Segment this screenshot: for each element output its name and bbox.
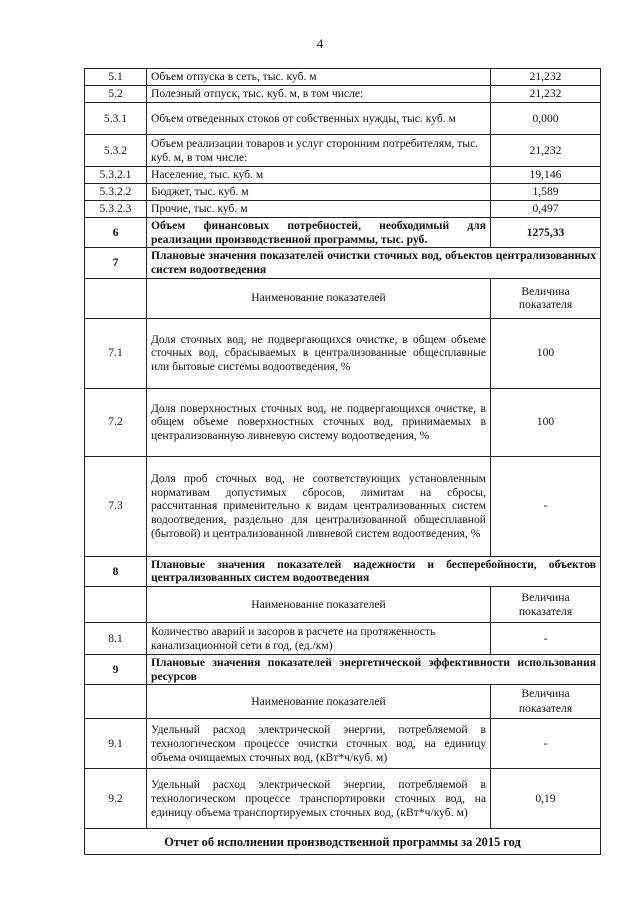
column-header-row [85,685,601,719]
row-text: Доля проб сточных вод, не соответствующих установленным нормативам допустимых сбросов, лимитам на сбросы, рассчитанная применительно к видам централизованных систем водоотведения, раздельно для централизованной общесплавной (бытовой) и централизованной ливневой систем водоотведения, % [147,456,491,556]
header-empty-cell [85,278,147,318]
row-text: Объем отведенных стоков от собственных нужды, тыс. куб. м [147,103,491,135]
row-number: 5.3.1 [85,103,147,135]
row-value: - [491,719,601,769]
row-value: 100 [491,318,601,388]
section-title: Объем финансовых потребностей, необходимый для реализации производственной программы, тыс. руб. [147,218,491,248]
header-value: Величина показателя [491,685,601,719]
row-text: Удельный расход электрической энергии, потребляемой в технологическом процессе очистки сточных вод, на единицу объема очищаемых сточных вод, (кВт*ч/куб. м) [147,719,491,769]
row-text: Бюджет, тыс. куб. м [147,184,491,201]
page-number: 4 [316,36,324,51]
table-row [85,318,601,388]
table-row [85,135,601,167]
section-title: Плановые значения показателей энергетической эффективности использования ресурсов [147,655,601,685]
header-value: Величина показателя [491,587,601,623]
section-number: 7 [85,248,147,278]
row-text: Объем реализации товаров и услуг сторонним потребителям, тыс. куб. м, в том числе: [147,135,491,167]
row-text: Полезный отпуск, тыс. куб. м, в том числе: [147,86,491,103]
section-title: Плановые значения показателей очистки сточных вод, объектов централизованных систем водоотведения [147,248,601,278]
row-value: 21,232 [491,69,601,86]
row-number: 5.3.2.2 [85,184,147,201]
row-number: 5.3.2.3 [85,201,147,218]
row-text: Население, тыс. куб. м [147,167,491,184]
row-number: 5.3.2.1 [85,167,147,184]
row-number: 5.3.2 [85,135,147,167]
report-title: Отчет об исполнении производственной программы за 2015 год [85,829,601,855]
table-row [85,769,601,829]
row-text: Объем отпуска в сеть, тыс. куб. м [147,69,491,86]
row-value: 0,19 [491,769,601,829]
section-8-row [85,556,601,586]
header-empty-cell [85,587,147,623]
row-value: 0,497 [491,201,601,218]
row-number: 7.1 [85,318,147,388]
table-row [85,86,601,103]
header-name: Наименование показателей [147,685,491,719]
report-title-row [85,829,601,855]
row-text: Удельный расход электрической энергии, потребляемой в технологическом процессе транспортировки сточных вод, на единицу объема транспортируемых сточных вод, (кВт*ч/куб. м) [147,769,491,829]
row-number: 8.1 [85,623,147,655]
header-name: Наименование показателей [147,278,491,318]
table-row [85,456,601,556]
row-number: 9.2 [85,769,147,829]
row-value: 19,146 [491,167,601,184]
row-value: 0,000 [491,103,601,135]
table-row [85,69,601,86]
header-empty-cell [85,685,147,719]
row-number: 5.1 [85,69,147,86]
row-value: 100 [491,388,601,456]
row-value: 21,232 [491,135,601,167]
row-text: Доля сточных вод, не подвергающихся очистке, в общем объеме сточных вод, сбрасываемых в централизованные общесплавные или бытовые системы водоотведения, % [147,318,491,388]
row-text: Прочие, тыс. куб. м [147,201,491,218]
section-number: 8 [85,556,147,586]
row-value: 1,589 [491,184,601,201]
table-row [85,623,601,655]
row-value: - [491,623,601,655]
header-value: Величина показателя [491,278,601,318]
table-row [85,201,601,218]
program-table [84,68,601,855]
row-text: Количество аварий и засоров в расчете на протяженность канализационной сети в год, (ед./км) [147,623,491,655]
section-number: 9 [85,655,147,685]
column-header-row [85,278,601,318]
section-7-row [85,248,601,278]
table-row [85,184,601,201]
section-value: 1275,33 [491,218,601,248]
section-9-row [85,655,601,685]
row-number: 7.2 [85,388,147,456]
row-value: 21,232 [491,86,601,103]
row-number: 9.1 [85,719,147,769]
section-6-row [85,218,601,248]
row-value: - [491,456,601,556]
table-row [85,388,601,456]
header-name: Наименование показателей [147,587,491,623]
column-header-row [85,587,601,623]
table-row [85,103,601,135]
table-row [85,719,601,769]
section-title: Плановые значения показателей надежности и бесперебойности, объектов централизованных систем водоотведения [147,556,601,586]
row-number: 5.2 [85,86,147,103]
section-number: 6 [85,218,147,248]
row-number: 7.3 [85,456,147,556]
row-text: Доля поверхностных сточных вод, не подвергающихся очистке, в общем объеме поверхностных сточных вод, принимаемых в централизованную ливневую систему водоотведения, % [147,388,491,456]
table-row [85,167,601,184]
